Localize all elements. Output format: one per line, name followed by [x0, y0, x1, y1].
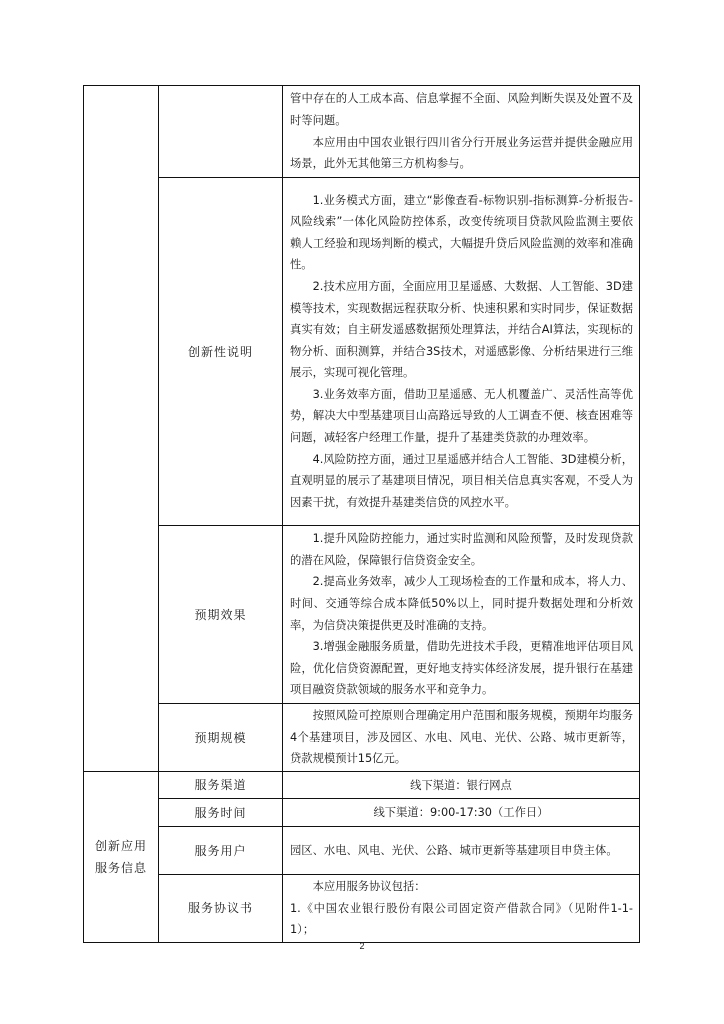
expected-scale-content	[283, 704, 640, 772]
service-time-label: 服务时间	[159, 799, 283, 827]
expected-effect-content	[283, 526, 640, 704]
service-time-row	[84, 799, 640, 827]
agreement-item: 1.《中国农业银行股份有限公司固定资产借款合同》（见附件1-1-1）；	[290, 901, 633, 937]
service-time-value: 线下渠道：9:00-17:30（工作日）	[283, 799, 640, 827]
scale-paragraph: 按照风险可控原则合理确定用户范围和服务规模，预期年均服务4个基建项目，涉及园区、水电、风电、光伏、公路、城市更新等，贷款规模预计15亿元。	[290, 709, 633, 766]
innovation-paragraph-3: 3.业务效率方面，借助卫星遥感、无人机覆盖广、灵活性高等优势，解决大中型基建项目山高路远导致的人工调查不便、核查困难等问题，减轻客户经理工作量，提升了基建类贷款的办理效率。	[290, 387, 633, 445]
service-users-value: 园区、水电、风电、光伏、公路、城市更新等基建项目申贷主体。	[283, 827, 640, 875]
service-agreement-label: 服务协议书	[159, 875, 283, 943]
continuation-content	[283, 86, 640, 178]
page-number: 2	[359, 941, 365, 951]
expected-effect-row	[84, 526, 640, 704]
blank-label-cell	[159, 86, 283, 178]
continuation-paragraph: 管中存在的人工成本高、信息掌握不全面、风险判断失误及处置不及时等问题。	[290, 92, 633, 127]
service-channel-row	[84, 772, 640, 799]
agreement-intro: 本应用服务协议包括：	[312, 880, 426, 893]
service-channel-value: 线下渠道：银行网点	[283, 772, 640, 799]
service-users-row	[84, 827, 640, 875]
effect-paragraph-1: 1.提升风险防控能力，通过实时监测和风险预警，及时发现贷款的潜在风险，保障银行信贷资金安全。	[290, 532, 633, 567]
innovation-label: 创新性说明	[159, 178, 283, 526]
application-form-table	[83, 85, 640, 943]
service-agreement-value	[283, 875, 640, 943]
service-info-section-label: 创新应用服务信息	[84, 772, 159, 943]
innovation-paragraph-2: 2.技术应用方面，全面应用卫星遥感、大数据、人工智能、3D建模等技术，实现数据远程获取分析、快速积累和实时同步，保证数据真实有效；自主研发遥感数据预处理算法，并结合AI算法，实现标的物分析、面积测算，并结合3S技术，对遥感影像、分析结果进行三维展示，实现可视化管理。	[290, 279, 633, 380]
expected-scale-label: 预期规模	[159, 704, 283, 772]
innovation-row	[84, 178, 640, 526]
innovation-paragraph-4: 4.风险防控方面，通过卫星遥感并结合人工智能、3D建模分析，直观明显的展示了基建项目情况，项目相关信息真实客观，不受人为因素干扰，有效提升基建类信贷的风控水平。	[290, 452, 633, 509]
continuation-row	[84, 86, 640, 178]
effect-paragraph-2: 2.提高业务效率，减少人工现场检查的工作量和成本，将人力、时间、交通等综合成本降低50%以上，同时提升数据处理和分析效率，为信贷决策提供更及时准确的支持。	[290, 575, 633, 632]
expected-scale-row	[84, 704, 640, 772]
operator-paragraph: 本应用由中国农业银行四川省分行开展业务运营并提供金融应用场景，此外无其他第三方机构参与。	[290, 135, 633, 171]
innovation-paragraph-1: 1.业务模式方面，建立“影像查看-标物识别-指标测算-分析报告-风险线索”一体化风险防控体系，改变传统项目贷款风险监测主要依赖人工经验和现场判断的模式，大幅提升贷后风险监测的效率和准确性。	[290, 193, 633, 272]
service-agreement-row	[84, 875, 640, 943]
service-users-label: 服务用户	[159, 827, 283, 875]
innovation-content	[283, 178, 640, 526]
service-channel-label: 服务渠道	[159, 772, 283, 799]
blank-section-cell	[84, 86, 159, 772]
effect-paragraph-3: 3.增强金融服务质量，借助先进技术手段，更精准地评估项目风险，优化信贷资源配置，更好地支持实体经济发展，提升银行在基建项目融资贷款领域的服务水平和竞争力。	[290, 640, 633, 697]
expected-effect-label: 预期效果	[159, 526, 283, 704]
